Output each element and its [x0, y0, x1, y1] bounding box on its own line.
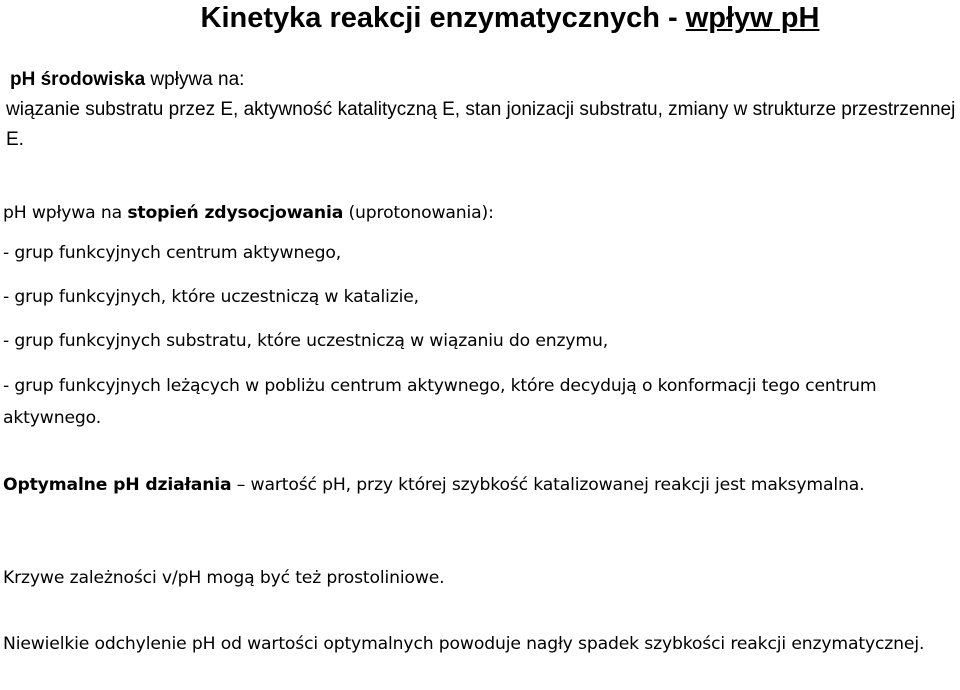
title-main: Kinetyka reakcji enzymatycznych - — [200, 2, 686, 34]
dissociation-lead-a: pH wpływa na — [3, 203, 128, 223]
intro-effects: wiązanie substratu przez E, aktywność katalityczną E, stan jonizacji substratu, zmiany w strukturze przestrzennej E. — [6, 99, 956, 150]
deviation-paragraph: Niewielkie odchylenie pH od wartości optymalnych powoduje nagły spadek szybkości reakcji enzymatycznej. — [3, 634, 925, 654]
dissociation-lead-bold: stopień zdysocjowania — [127, 203, 344, 223]
dissociation-item: - grup funkcyjnych leżących w pobliżu centrum aktywnego, które decydują o konformacji tego centrum aktywnego. — [3, 376, 877, 428]
intro-lead — [6, 65, 956, 95]
optimal-ph-definition: – wartość pH, przy której szybkość katalizowanej reakcji jest maksymalna. — [231, 475, 865, 495]
dissociation-section — [0, 198, 958, 434]
dissociation-lead — [3, 198, 958, 238]
optimal-ph-term: Optymalne pH działania — [3, 475, 232, 495]
intro-paragraph — [0, 65, 956, 155]
dissociation-item: - grup funkcyjnych, które uczestniczą w katalizie, — [3, 287, 419, 307]
dissociation-item: - grup funkcyjnych centrum aktywnego, — [3, 243, 342, 263]
title-underlined: wpływ pH — [685, 2, 820, 34]
curves-paragraph: Krzywe zależności v/pH mogą być też prostoliniowe. — [3, 568, 445, 588]
intro-lead-rest: wpływa na: — [145, 69, 245, 90]
dissociation-item: - grup funkcyjnych substratu, które uczestniczą w wiązaniu do enzymu, — [3, 331, 609, 351]
slide-title — [0, 0, 960, 42]
intro-lead-bold: pH środowiska — [10, 69, 146, 90]
dissociation-lead-b: (uprotonowania): — [343, 203, 494, 223]
optimal-ph-paragraph — [0, 469, 958, 501]
